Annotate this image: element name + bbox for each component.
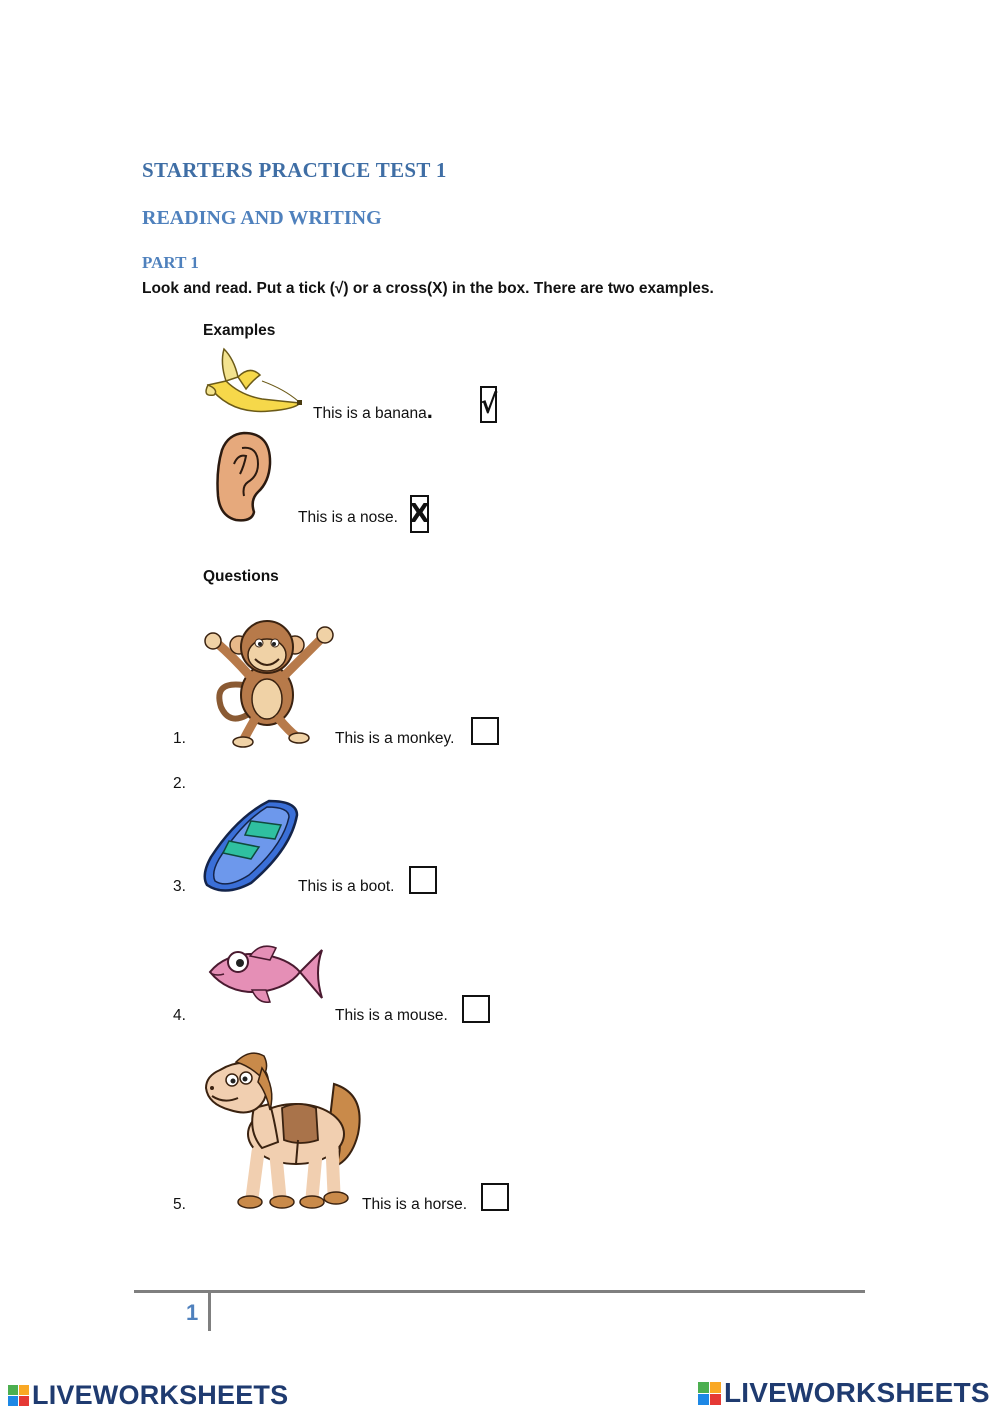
instructions: Look and read. Put a tick (√) or a cross(X) in the box. There are two examples. — [142, 280, 714, 297]
question-sentence-3: This is a boot. — [298, 878, 395, 895]
answer-box-example-2: X — [410, 495, 429, 533]
footer-rule — [134, 1290, 865, 1293]
question-number-4: 4. — [173, 1007, 186, 1024]
page-title: STARTERS PRACTICE TEST 1 — [142, 158, 447, 182]
questions-heading: Questions — [203, 568, 279, 585]
example-sentence-2: This is a nose. — [298, 509, 398, 526]
answer-box-3[interactable] — [409, 866, 437, 894]
section-title: READING AND WRITING — [142, 207, 382, 229]
page-number: 1 — [186, 1300, 199, 1325]
answer-box-4[interactable] — [462, 995, 490, 1023]
ear-picture — [214, 430, 274, 522]
liveworksheets-logo-icon — [698, 1382, 721, 1405]
question-sentence-4: This is a mouse. — [335, 1007, 448, 1024]
examples-heading: Examples — [203, 322, 276, 339]
question-number-2: 2. — [173, 775, 186, 792]
brand-right — [698, 1378, 990, 1408]
part-title: PART 1 — [142, 253, 199, 272]
answer-box-1[interactable] — [471, 717, 499, 745]
footer-divider — [208, 1293, 211, 1331]
boat-picture — [201, 797, 303, 895]
answer-box-5[interactable] — [481, 1183, 509, 1211]
monkey-picture — [203, 615, 337, 747]
brand-text-left: LIVEWORKSHEETS — [32, 1379, 289, 1410]
example-sentence-1: This is a banana. — [313, 398, 433, 423]
question-sentence-1: This is a monkey. — [335, 730, 455, 747]
question-sentence-5: This is a horse. — [362, 1196, 468, 1213]
brand-text-right: LIVEWORKSHEETS — [724, 1377, 990, 1408]
horse-picture — [200, 1048, 366, 1214]
question-number-3: 3. — [173, 878, 186, 895]
fish-picture — [204, 938, 326, 1010]
banana-picture — [200, 345, 304, 417]
liveworksheets-logo-icon — [8, 1385, 29, 1406]
brand-left — [8, 1380, 288, 1410]
answer-box-example-1: √ — [480, 386, 497, 423]
question-number-5: 5. — [173, 1196, 186, 1213]
question-number-1: 1. — [173, 730, 186, 747]
